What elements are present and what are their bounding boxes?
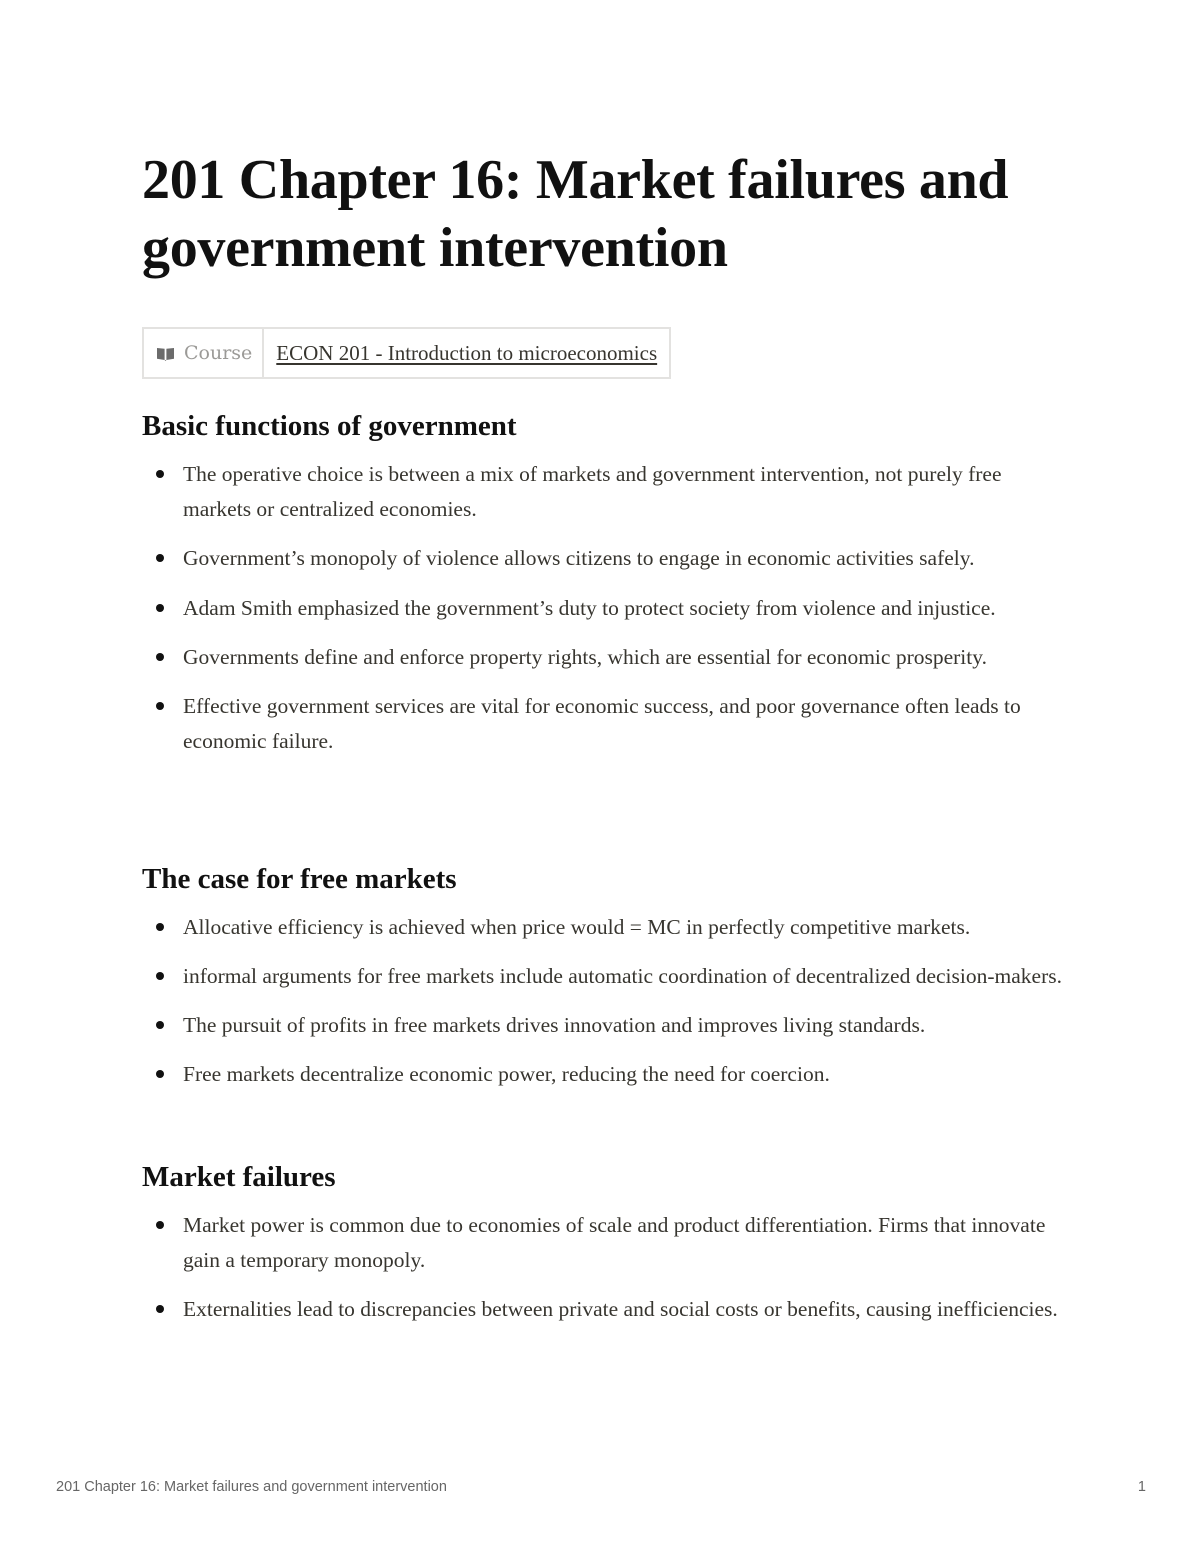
- bullet-icon: [156, 1021, 164, 1029]
- list-item-text: Government’s monopoly of violence allows citizens to engage in economic activities safely.: [183, 546, 975, 570]
- property-value: [263, 328, 670, 378]
- bullet-icon: [156, 1221, 164, 1229]
- list-item: [142, 1292, 1062, 1327]
- property-key: [143, 328, 263, 378]
- list-item-text: Effective government services are vital for economic success, and poor governance often leads to economic failure.: [183, 694, 1021, 753]
- list-item-text: Adam Smith emphasized the government’s duty to protect society from violence and injustice.: [183, 596, 996, 620]
- list-item: [142, 910, 1062, 945]
- section-market-failures: [142, 1159, 1062, 1327]
- bullet-icon: [156, 972, 164, 980]
- list-item: [142, 591, 1062, 626]
- list-item-text: Market power is common due to economies of scale and product differentiation. Firms that innovate gain a temporary monopoly.: [183, 1213, 1046, 1272]
- list-item: [142, 1208, 1062, 1278]
- list-item: [142, 640, 1062, 675]
- course-link[interactable]: ECON 201 - Introduction to microeconomics: [276, 340, 658, 365]
- list-item-text: Governments define and enforce property rights, which are essential for economic prosperity.: [183, 645, 987, 669]
- page-title: 201 Chapter 16: Market failures and government intervention: [142, 149, 1009, 279]
- bullet-icon: [156, 702, 164, 710]
- property-row-course: [143, 328, 670, 378]
- list-item-text: informal arguments for free markets include automatic coordination of decentralized decision-makers.: [183, 964, 1062, 988]
- section-basic-functions: [142, 408, 1062, 759]
- list-item-text: Allocative efficiency is achieved when price would = MC in perfectly competitive markets.: [183, 915, 971, 939]
- bullet-icon: [156, 1070, 164, 1078]
- footer-title: 201 Chapter 16: Market failures and government intervention: [56, 1479, 447, 1495]
- section-heading: The case for free markets: [142, 863, 457, 895]
- bullet-icon: [156, 923, 164, 931]
- list-item: [142, 541, 1062, 576]
- section-free-markets: [142, 861, 1062, 1092]
- list-item: [142, 959, 1062, 994]
- list-item: [142, 689, 1062, 759]
- list-item-text: The operative choice is between a mix of markets and government intervention, not purely free markets or centralized economies.: [183, 462, 1002, 521]
- bullet-list: [142, 1208, 1062, 1327]
- bullet-icon: [156, 604, 164, 612]
- section-heading: Market failures: [142, 1161, 336, 1193]
- bullet-icon: [156, 653, 164, 661]
- list-item-text: The pursuit of profits in free markets drives innovation and improves living standards.: [183, 1013, 926, 1037]
- list-item: [142, 1008, 1062, 1043]
- bullet-icon: [156, 470, 164, 478]
- property-label: Course: [184, 342, 253, 364]
- list-item-text: Externalities lead to discrepancies between private and social costs or benefits, causing inefficiencies.: [183, 1297, 1058, 1321]
- book-icon: [156, 346, 175, 361]
- list-item-text: Free markets decentralize economic power, reducing the need for coercion.: [183, 1062, 830, 1086]
- list-item: [142, 457, 1062, 527]
- list-item: [142, 1057, 1062, 1092]
- page-number: 1: [1137, 1479, 1146, 1495]
- bullet-icon: [156, 554, 164, 562]
- bullet-list: [142, 910, 1062, 1092]
- properties-table: [142, 327, 671, 379]
- bullet-icon: [156, 1305, 164, 1313]
- bullet-list: [142, 457, 1062, 759]
- section-heading: Basic functions of government: [142, 410, 517, 442]
